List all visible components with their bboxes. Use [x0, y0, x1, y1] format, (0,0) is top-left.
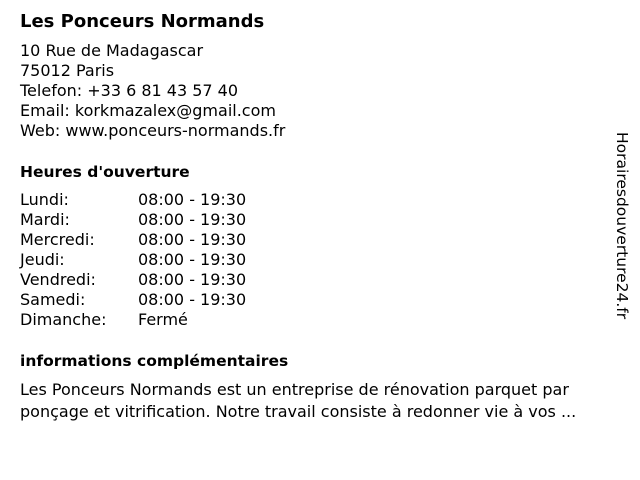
- email-line: Email: korkmazalex@gmail.com: [20, 101, 276, 120]
- hours-row-tuesday: [20, 210, 610, 230]
- hours-table: [20, 190, 610, 330]
- address-line-1: 10 Rue de Madagascar: [20, 41, 204, 60]
- business-name: Les Ponceurs Normands: [20, 11, 265, 32]
- day-label: Jeudi:: [20, 250, 65, 269]
- info-heading: informations complémentaires: [20, 352, 289, 370]
- time-value: 08:00 - 19:30: [138, 210, 247, 229]
- watermark-text: Horairesdouverture24.fr: [613, 132, 631, 320]
- time-value: Fermé: [138, 310, 188, 329]
- time-value: 08:00 - 19:30: [138, 250, 247, 269]
- time-value: 08:00 - 19:30: [138, 270, 247, 289]
- day-label: Mardi:: [20, 210, 70, 229]
- hours-row-saturday: [20, 290, 610, 310]
- phone-line: Telefon: +33 6 81 43 57 40: [20, 81, 239, 100]
- hours-row-monday: [20, 190, 610, 210]
- day-label: Dimanche:: [20, 310, 107, 329]
- time-value: 08:00 - 19:30: [138, 290, 247, 309]
- web-line: Web: www.ponceurs-normands.fr: [20, 121, 286, 140]
- business-info: [20, 11, 610, 423]
- hours-row-sunday: [20, 310, 610, 330]
- description-line-1: Les Ponceurs Normands est un entreprise de rénovation parquet par: [20, 380, 569, 399]
- hours-heading: Heures d'ouverture: [20, 163, 190, 181]
- address-line-2: 75012 Paris: [20, 61, 115, 80]
- day-label: Mercredi:: [20, 230, 95, 249]
- time-value: 08:00 - 19:30: [138, 190, 247, 209]
- time-value: 08:00 - 19:30: [138, 230, 247, 249]
- hours-row-wednesday: [20, 230, 610, 250]
- hours-row-friday: [20, 270, 610, 290]
- day-label: Lundi:: [20, 190, 69, 209]
- description-line-2: ponçage et vitrification. Notre travail consiste à redonner vie à vos ...: [20, 402, 577, 421]
- hours-row-thursday: [20, 250, 610, 270]
- day-label: Vendredi:: [20, 270, 96, 289]
- day-label: Samedi:: [20, 290, 86, 309]
